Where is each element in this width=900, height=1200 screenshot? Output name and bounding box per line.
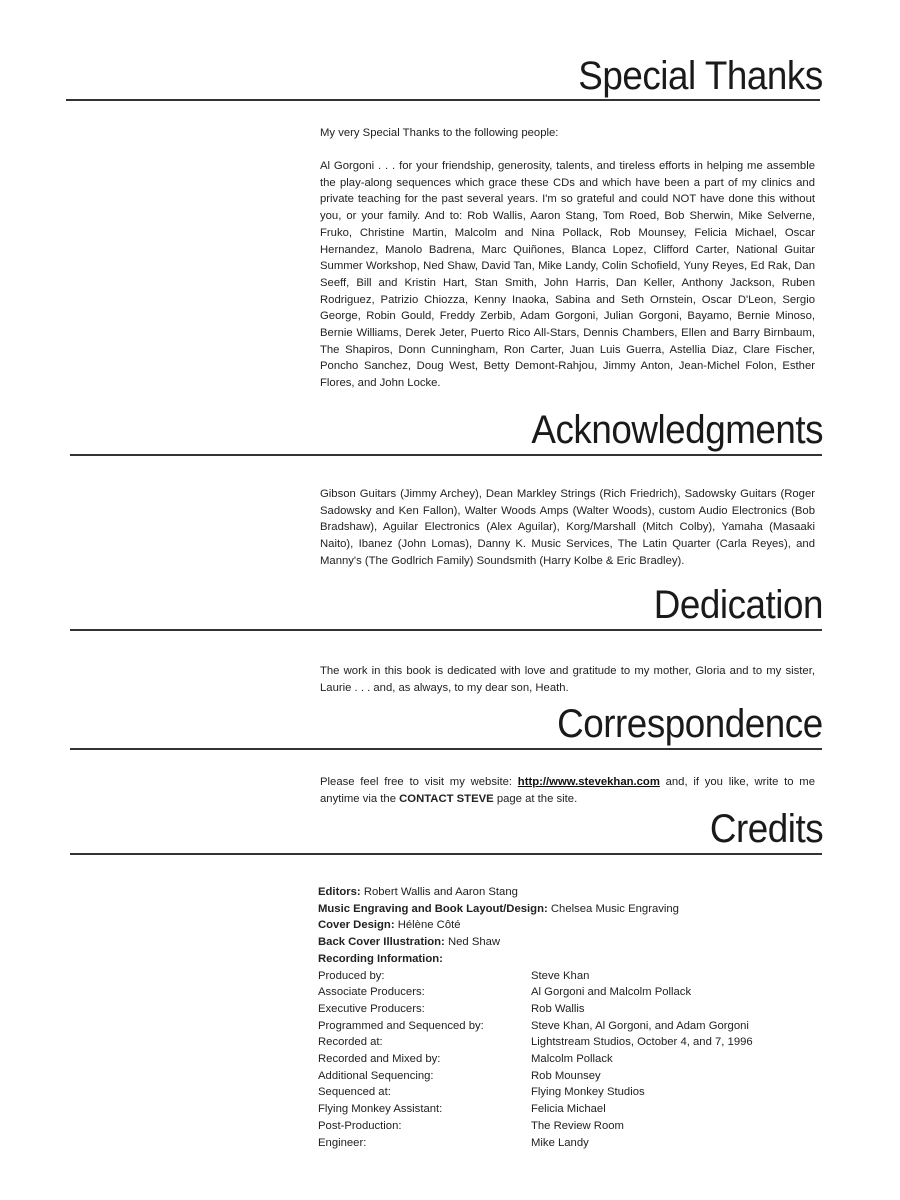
credit-line	[318, 951, 818, 968]
credit-label: Recording Information:	[318, 952, 443, 965]
correspondence-text: Please feel free to visit my website:	[320, 776, 518, 788]
recording-label: Associate Producers:	[318, 986, 425, 999]
correspondence-text: and, if you like, write to me anytime via the	[320, 776, 815, 805]
credit-line	[318, 917, 818, 934]
recording-value: Steve Khan, Al Gorgoni, and Adam Gorgoni	[531, 1019, 749, 1032]
section-rule	[66, 99, 820, 101]
website-link[interactable]: http://www.stevekhan.com	[517, 776, 660, 788]
recording-row	[318, 1001, 818, 1018]
correspondence-body	[320, 774, 815, 807]
special-thanks-intro: My very Special Thanks to the following people:	[320, 127, 559, 139]
correspondence-heading: Correspondence	[557, 702, 823, 746]
section-rule	[70, 748, 822, 750]
recording-value: Malcolm Pollack	[531, 1053, 613, 1066]
recording-label: Produced by:	[318, 969, 385, 982]
section-rule	[70, 853, 822, 855]
credit-label: Music Engraving and Book Layout/Design:	[318, 902, 548, 915]
special-thanks-body: Al Gorgoni . . . for your friendship, generosity, talents, and tireless efforts in helping me assemble the play-along sequences which grace these CDs and which have been a part of my clinics and private teaching for the past several years. I'm so grateful and could NOT have done this without you, or your family. And to: Rob Wallis, Aaron Stang, Tom Roed, Bob Sherwin, Mike Selverne, Fruko, Christine Martin, Malcolm and Nina Pollack, Rob Mounsey, Felicia Michael, Oscar Hernandez, Manolo Badrena, Marc Quiñones, Blanca Lopez, Clifford Carter, National Guitar Summer Workshop, Ned Shaw, David Tan, Mike Landy, Colin Schofield, Yuny Reyes, Ed Rak, Dan Seeff, Bill and Kristin Hart, Stan Smith, John Harris, Dan Keller, Anthony Jackson, Ruben Rodriguez, Patrizio Chiozza, Kenny Inaoka, Sabina and Seth Ornstein, Oscar D'Leon, Sergio George, Robin Gould, Freddy Zerbib, Adam Gorgoni, Julian Gorgoni, Bayamo, Bernie Minoso, Bernie Williams, Derek Jeter, Puerto Rico All-Stars, Dennis Chambers, Ellen and Barry Birnbaum, The Shapiros, Donn Cunningham, Ron Carter, Juan Luis Guerra, Astellia Diaz, Clare Fischer, Poncho Sanchez, Doug West, Betty Demont-Rahjou, Jimmy Anton, Jean-Michel Folon, Esther Flores, and John Locke.	[320, 160, 815, 390]
dedication-heading: Dedication	[653, 583, 823, 627]
recording-label: Recorded and Mixed by:	[318, 1053, 441, 1066]
correspondence-text: page at the site.	[493, 792, 578, 805]
credit-value: Robert Wallis and Aaron Stang	[360, 886, 518, 898]
recording-row	[318, 1101, 818, 1118]
recording-value: The Review Room	[531, 1119, 624, 1132]
recording-label: Flying Monkey Assistant:	[318, 1103, 443, 1116]
recording-value: Mike Landy	[531, 1136, 589, 1149]
credit-label: Cover Design:	[318, 919, 395, 932]
section-rule	[70, 454, 822, 456]
credit-value: Chelsea Music Engraving	[547, 902, 679, 915]
recording-row	[318, 1135, 818, 1152]
credit-line	[318, 934, 818, 951]
recording-row	[318, 984, 818, 1001]
recording-label: Additional Sequencing:	[318, 1069, 434, 1082]
recording-value: Steve Khan	[531, 969, 590, 982]
recording-row	[318, 1051, 818, 1068]
recording-label: Executive Producers:	[318, 1002, 425, 1015]
acknowledgments-heading: Acknowledgments	[531, 408, 823, 452]
credit-line	[318, 901, 818, 918]
recording-value: Flying Monkey Studios	[531, 1086, 645, 1099]
acknowledgments-body: Gibson Guitars (Jimmy Archey), Dean Markley Strings (Rich Friedrich), Sadowsky Guitars (Roger Sadowsky and Ken Fallon), Walter Woods Amps (Walter Woods), custom Audio Electronics (Bob Bradshaw), Aguilar Electronics (Alex Aguilar), Korg/Marshall (Mitch Colby), Yamaha (Masaaki Naito), Ibanez (John Lomas), Danny K. Music Services, The Latin Quarter (Carla Reyes), and Manny's (The Godlrich Family) Soundsmith (Harry Kolbe & Eric Bradley).	[320, 488, 815, 567]
credits-block	[318, 884, 818, 1151]
dedication-body: The work in this book is dedicated with love and gratitude to my mother, Gloria and to my sister, Laurie . . . and, as always, to my dear son, Heath.	[320, 665, 815, 694]
recording-value: Al Gorgoni and Malcolm Pollack	[531, 986, 692, 999]
recording-label: Post-Production:	[318, 1119, 402, 1132]
recording-value: Lightstream Studios, October 4, and 7, 1996	[531, 1036, 753, 1049]
credit-value: Hélène Côté	[394, 919, 461, 932]
recording-value: Felicia Michael	[531, 1103, 606, 1116]
recording-row	[318, 1084, 818, 1101]
credits-heading: Credits	[709, 807, 823, 851]
recording-row	[318, 1118, 818, 1135]
credit-value: Ned Shaw	[444, 936, 501, 949]
special-thanks-heading: Special Thanks	[578, 54, 823, 98]
recording-label: Programmed and Sequenced by:	[318, 1019, 484, 1032]
recording-row	[318, 1018, 818, 1035]
credit-line	[318, 884, 818, 901]
recording-label: Sequenced at:	[318, 1086, 391, 1099]
credit-label: Editors:	[318, 886, 361, 898]
contact-steve-label: CONTACT STEVE	[399, 792, 494, 805]
recording-value: Rob Wallis	[531, 1002, 585, 1015]
recording-label: Engineer:	[318, 1136, 367, 1149]
recording-label: Recorded at:	[318, 1036, 383, 1049]
recording-value: Rob Mounsey	[531, 1069, 601, 1082]
recording-row	[318, 968, 818, 985]
credit-label: Back Cover Illustration:	[318, 936, 445, 949]
recording-row	[318, 1034, 818, 1051]
recording-row	[318, 1068, 818, 1085]
section-rule	[70, 629, 822, 631]
